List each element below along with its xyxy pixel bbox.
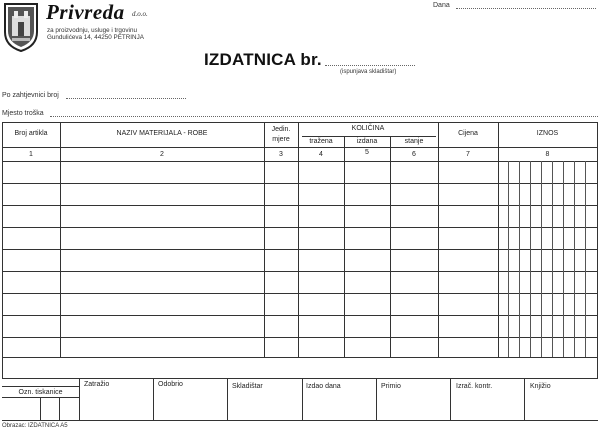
- col-number: 1: [29, 151, 33, 158]
- col-number: 4: [319, 151, 323, 158]
- company-suffix: d.o.o.: [132, 10, 148, 18]
- requested-by-label: Zatražio: [84, 381, 110, 388]
- company-logo-crest-icon: [3, 2, 39, 52]
- col-quantity-header: KOLIČINA: [351, 125, 385, 132]
- cost-center-field[interactable]: [50, 116, 598, 117]
- date-label: Dana: [433, 2, 450, 9]
- request-number-field[interactable]: [66, 98, 186, 99]
- col-issued-header: izdana: [356, 138, 378, 145]
- col-unit-header-line-1: Jedin.: [271, 126, 291, 133]
- company-address-line-1: za proizvodnju, usluge i trgovinu: [47, 27, 137, 34]
- company-name: Privreda: [46, 0, 125, 24]
- col-name-header: NAZIV MATERIJALA - ROBE: [116, 130, 208, 137]
- storekeeper-label: Skladištar: [232, 383, 263, 390]
- form-code: Obrazac: IZDATNICA A5: [2, 423, 68, 429]
- col-requested-header: tražena: [309, 138, 333, 145]
- col-number: 6: [412, 151, 416, 158]
- col-number: 5: [365, 149, 369, 156]
- company-address-line-2: Gundulićeva 14, 44250 PETRINJA: [47, 34, 144, 41]
- booked-by-label: Knjižio: [530, 383, 551, 390]
- document-title: IZDATNICA br.: [204, 50, 322, 69]
- col-number: 7: [466, 151, 470, 158]
- received-by-label: Primio: [381, 383, 401, 390]
- form-mark-label: Ozn. tiskanice: [18, 389, 63, 396]
- col-stock-header: stanje: [404, 138, 424, 145]
- col-number: 2: [160, 151, 164, 158]
- col-article-no-header: Broj artikla: [14, 130, 48, 137]
- col-price-header: Cijena: [458, 130, 478, 137]
- document-number-note: (ispunjava skladištar): [340, 69, 397, 75]
- request-number-label: Po zahtjevnici broj: [2, 92, 59, 99]
- col-number: 3: [279, 151, 283, 158]
- cost-center-label: Mjesto troška: [2, 110, 44, 117]
- col-number: 8: [545, 151, 550, 158]
- date-field[interactable]: [456, 8, 596, 9]
- document-number-field[interactable]: [325, 65, 415, 66]
- calc-check-label: Izrač. kontr.: [456, 383, 493, 390]
- issued-on-label: Izdao dana: [306, 383, 341, 390]
- approved-by-label: Odobrio: [158, 381, 183, 388]
- col-amount-header: IZNOS: [536, 130, 559, 137]
- col-unit-header-line-2: mjere: [272, 136, 290, 143]
